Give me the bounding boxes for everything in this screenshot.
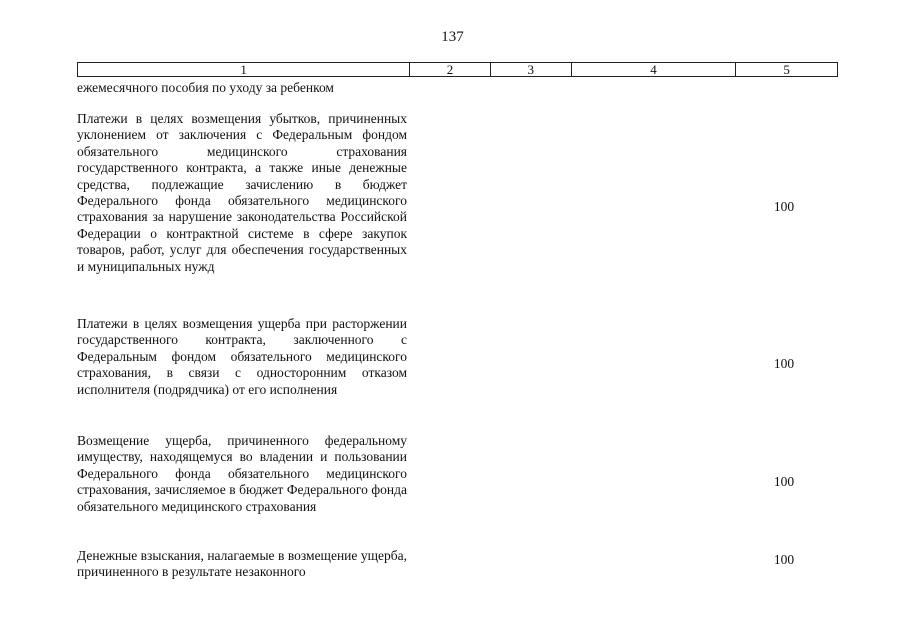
row-description: Платежи в целях возмещения ущерба при расторжении государственного контракта, заключенного с Федеральным фондом обязательного медицинского страхования, в связи с односторонним отказом исполнителя (подрядчика) от его исполнения (77, 316, 407, 397)
column-header-4: 4 (571, 63, 736, 76)
row-description: Денежные взыскания, налагаемые в возмещение ущерба, причиненного в результате незаконного (77, 548, 407, 580)
column-header-3: 3 (490, 63, 571, 76)
row-description: Возмещение ущерба, причиненного федеральному имуществу, находящемуся во владении и пользовании Федерального фонда обязательного медицинского страхования, зачисляемое в бюджет Федерального фонда обязательного медицинского страхования (77, 433, 407, 514)
table-header (77, 62, 838, 77)
row-value: 100 (773, 356, 795, 371)
continued-row-text: ежемесячного пособия по уходу за ребенком (77, 80, 334, 95)
row-value: 100 (773, 474, 795, 489)
page-number: 137 (441, 29, 464, 45)
column-header-2: 2 (409, 63, 490, 76)
column-header-5: 5 (735, 63, 837, 76)
row-value: 100 (773, 552, 795, 567)
column-header-1: 1 (240, 62, 247, 77)
row-description: Платежи в целях возмещения убытков, причиненных уклонением от заключения с Федеральным фондом обязательного медицинского страхования государственного контракта, а также иные денежные средства, подлежащие зачислению в бюджет Федерального фонда обязательного медицинского страхования за нарушение законодательства Российской Федерации о контрактной системе в сфере закупок товаров, работ, услуг для обеспечения государственных и муниципальных нужд (77, 111, 407, 274)
row-value: 100 (773, 199, 795, 214)
